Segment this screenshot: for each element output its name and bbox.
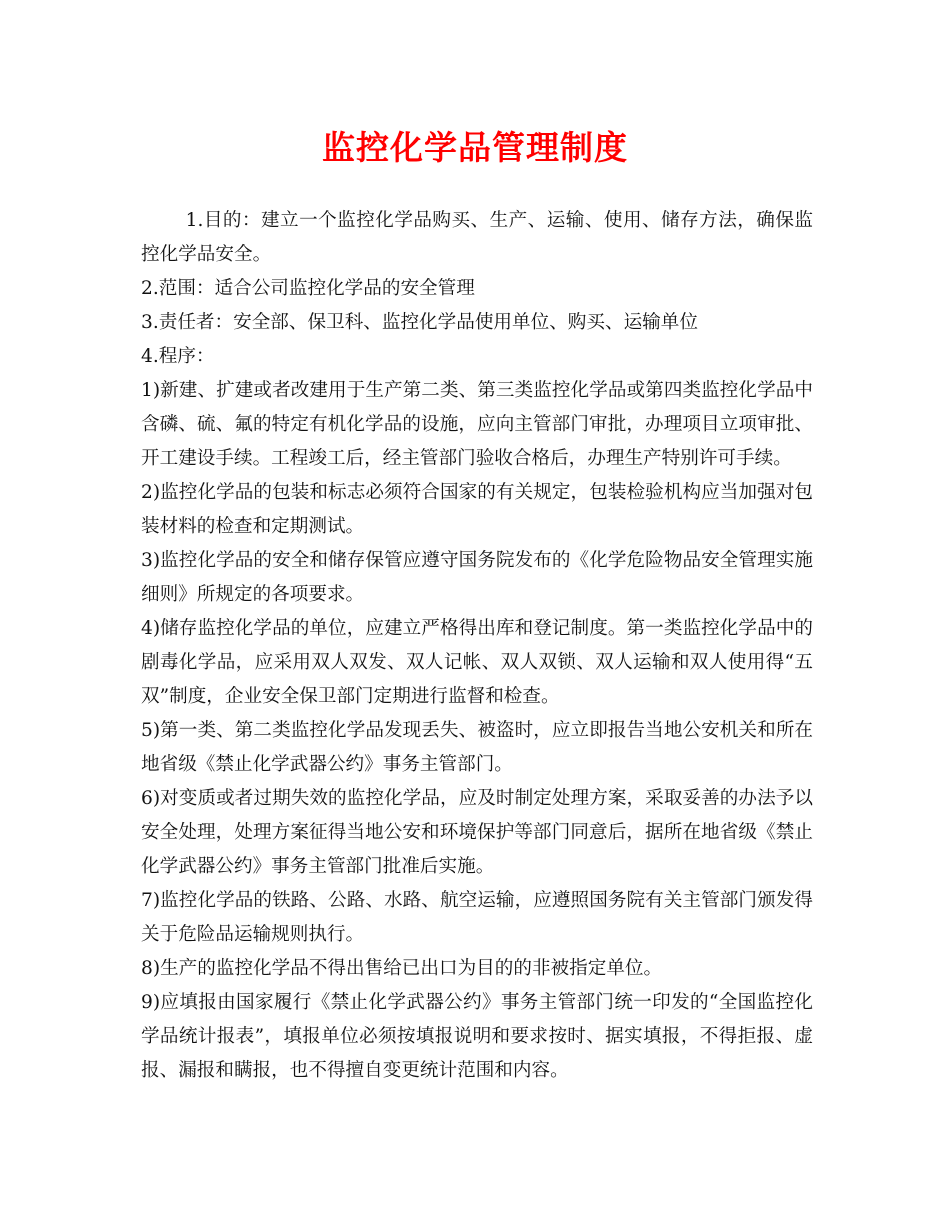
procedure-item-7: 7)监控化学品的铁路、公路、水路、航空运输，应遵照国务院有关主管部门颁发得关于危险品运输规则执行。 <box>141 890 813 945</box>
procedure-item-3: 3)监控化学品的安全和储存保管应遵守国务院发布的《化学危险物品安全管理实施细则》所规定的各项要求。 <box>141 550 813 605</box>
procedure-item-4: 4)储存监控化学品的单位，应建立严格得出库和登记制度。第一类监控化学品中的剧毒化学品，应采用双人双发、双人记帐、双人双锁、双人运输和双人使用得“五双”制度，企业安全保卫部门定期进行监督和检查。 <box>141 618 813 707</box>
procedure-item-6: 6)对变质或者过期失效的监控化学品，应及时制定处理方案，采取妥善的办法予以安全处理，处理方案征得当地公安和环境保护等部门同意后，据所在地省级《禁止化学武器公约》事务主管部门批准后实施。 <box>141 788 813 877</box>
paragraph-scope: 2.范围：适合公司监控化学品的安全管理 <box>141 278 475 299</box>
paragraph-purpose: 1.目的：建立一个监控化学品购买、生产、运输、使用、储存方法，确保监控化学品安全。 <box>141 210 813 265</box>
paragraph-responsible: 3.责任者：安全部、保卫科、监控化学品使用单位、购买、运输单位 <box>141 312 698 333</box>
procedure-item-8: 8)生产的监控化学品不得出售给已出口为目的的非被指定单位。 <box>141 958 663 979</box>
procedure-item-1: 1)新建、扩建或者改建用于生产第二类、第三类监控化学品或第四类监控化学品中含磷、硫、氟的特定有机化学品的设施，应向主管部门审批，办理项目立项审批、开工建设手续。工程竣工后，经主管部门验收合格后，办理生产特别许可手续。 <box>141 380 813 469</box>
procedure-item-2: 2)监控化学品的包装和标志必须符合国家的有关规定，包装检验机构应当加强对包装材料的检查和定期测试。 <box>141 482 813 537</box>
document-body <box>141 204 813 1088</box>
paragraph-procedure-heading: 4.程序： <box>141 346 215 367</box>
document-title: 监控化学品管理制度 <box>322 128 628 167</box>
procedure-item-9: 9)应填报由国家履行《禁止化学武器公约》事务主管部门统一印发的“全国监控化学品统计报表”，填报单位必须按填报说明和要求按时、据实填报，不得拒报、虚报、漏报和瞒报，也不得擅自变更统计范围和内容。 <box>141 992 813 1081</box>
procedure-item-5: 5)第一类、第二类监控化学品发现丢失、被盗时，应立即报告当地公安机关和所在地省级《禁止化学武器公约》事务主管部门。 <box>141 720 813 775</box>
